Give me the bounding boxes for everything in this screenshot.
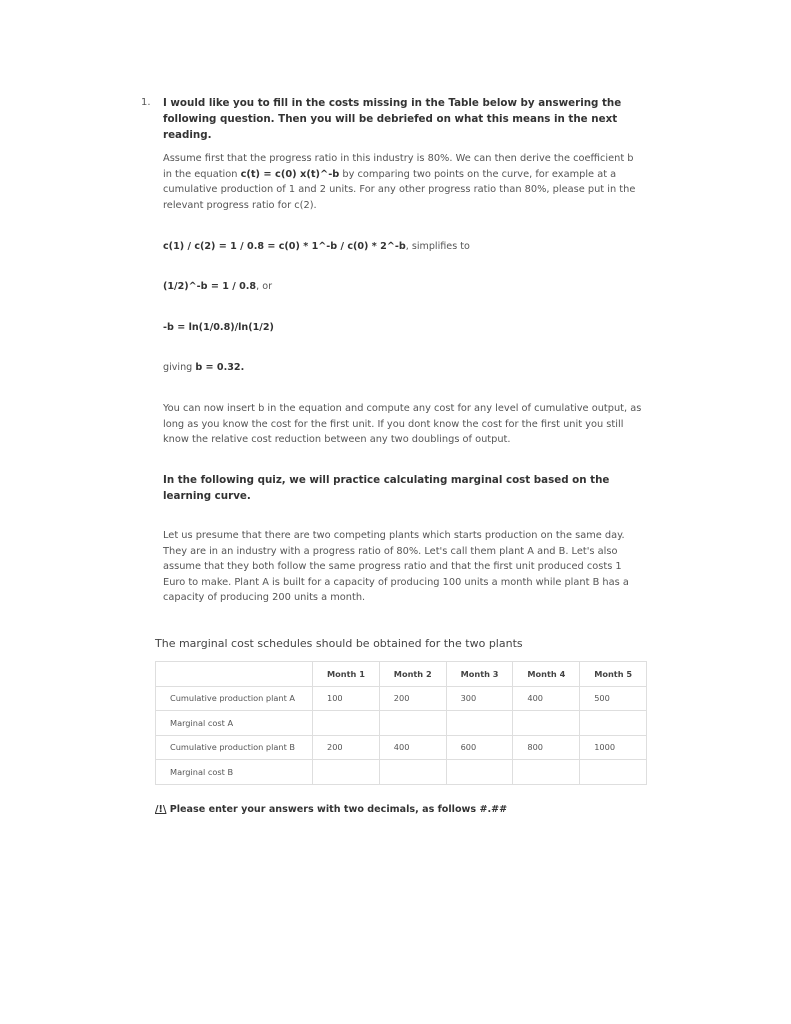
answer-cell[interactable]: [513, 760, 580, 785]
table-cell: 400: [379, 735, 446, 760]
row-label: Marginal cost B: [156, 760, 313, 785]
column-header: Month 4: [513, 662, 580, 687]
table-caption: The marginal cost schedules should be obtained for the two plants: [155, 637, 523, 650]
equation-text: c(t) = c(0) x(t)^-b: [240, 168, 340, 180]
table-cell: 300: [446, 686, 513, 711]
derivation-line-3: [163, 322, 274, 333]
derivation-line-1: [163, 241, 470, 252]
column-header: Month 3: [446, 662, 513, 687]
table-cell: 600: [446, 735, 513, 760]
answer-cell[interactable]: [446, 760, 513, 785]
table-cell: 400: [513, 686, 580, 711]
scenario-paragraph: Let us presume that there are two competing plants which starts production on the same day. They are in an industry with a progress ratio of 80%. Let's call them plant A and B. Let's also assume that they both follow the same progress ratio and that the first unit produced costs 1 Euro to make. Plant A is built for a capacity of producing 100 units a month while plant B has a capacity of producing 200 units a month.: [163, 530, 629, 604]
answer-cell[interactable]: [580, 760, 647, 785]
derivation-line-2: [163, 281, 272, 292]
derivation-line-2-tail: , or: [256, 281, 273, 292]
table-row: [156, 760, 647, 785]
insert-paragraph: You can now insert b in the equation and compute any cost for any level of cumulative output, as long as you know the cost for the first unit. If you dont know the cost for the first unit you still know the relative cost reduction between any two doublings of output.: [163, 403, 642, 446]
table-corner-cell: [156, 662, 313, 687]
table-cell: 100: [313, 686, 380, 711]
derivation-line-4-head: giving: [163, 362, 196, 373]
table-cell: 1000: [580, 735, 647, 760]
column-header: Month 2: [379, 662, 446, 687]
question-number: 1.: [141, 97, 151, 108]
derivation-line-2-bold: (1/2)^-b = 1 / 0.8: [163, 281, 257, 292]
column-header: Month 5: [580, 662, 647, 687]
table-row: [156, 735, 647, 760]
derivation-line-1-bold: c(1) / c(2) = 1 / 0.8 = c(0) * 1^-b / c(0) * 2^-b: [163, 241, 406, 252]
answer-cell[interactable]: [313, 711, 380, 736]
warning-icon: /!\: [155, 804, 167, 815]
answer-cell[interactable]: [379, 760, 446, 785]
row-label: Marginal cost A: [156, 711, 313, 736]
quiz-heading: In the following quiz, we will practice calculating marginal cost based on the learning curve.: [163, 474, 610, 502]
table-cell: 800: [513, 735, 580, 760]
question-title: I would like you to fill in the costs missing in the Table below by answering the following question. Then you will be debriefed on what this means in the next reading.: [163, 97, 622, 141]
derivation-line-4: [163, 362, 244, 373]
answer-format-note: [155, 804, 507, 815]
intro-text-a: Assume first that the progress ratio in this industry is 80%. We can then derive the coefficient b in the equation: [163, 153, 634, 180]
derivation-line-4-bold: b = 0.32.: [195, 362, 245, 373]
marginal-cost-table: [155, 661, 647, 785]
row-label: Cumulative production plant B: [156, 735, 313, 760]
intro-text-b: by comparing two points on the curve, for example at a cumulative production of 1 and 2 units. For any other progress ratio than 80%, please put in the relevant progress ratio for c(2).: [163, 168, 636, 211]
table-cell: 200: [313, 735, 380, 760]
table-cell: 200: [379, 686, 446, 711]
answer-cell[interactable]: [513, 711, 580, 736]
derivation-line-1-tail: , simplifies to: [405, 241, 470, 252]
table-row: [156, 711, 647, 736]
table-header-row: [156, 662, 647, 687]
derivation-line-3-bold: -b = ln(1/0.8)/ln(1/2): [163, 322, 274, 333]
answer-cell[interactable]: [580, 711, 647, 736]
answer-format-text: Please enter your answers with two decimals, as follows #.##: [166, 804, 508, 815]
column-header: Month 1: [313, 662, 380, 687]
table-cell: 500: [580, 686, 647, 711]
row-label: Cumulative production plant A: [156, 686, 313, 711]
answer-cell[interactable]: [313, 760, 380, 785]
intro-paragraph: [163, 151, 643, 213]
table-row: [156, 686, 647, 711]
answer-cell[interactable]: [446, 711, 513, 736]
answer-cell[interactable]: [379, 711, 446, 736]
